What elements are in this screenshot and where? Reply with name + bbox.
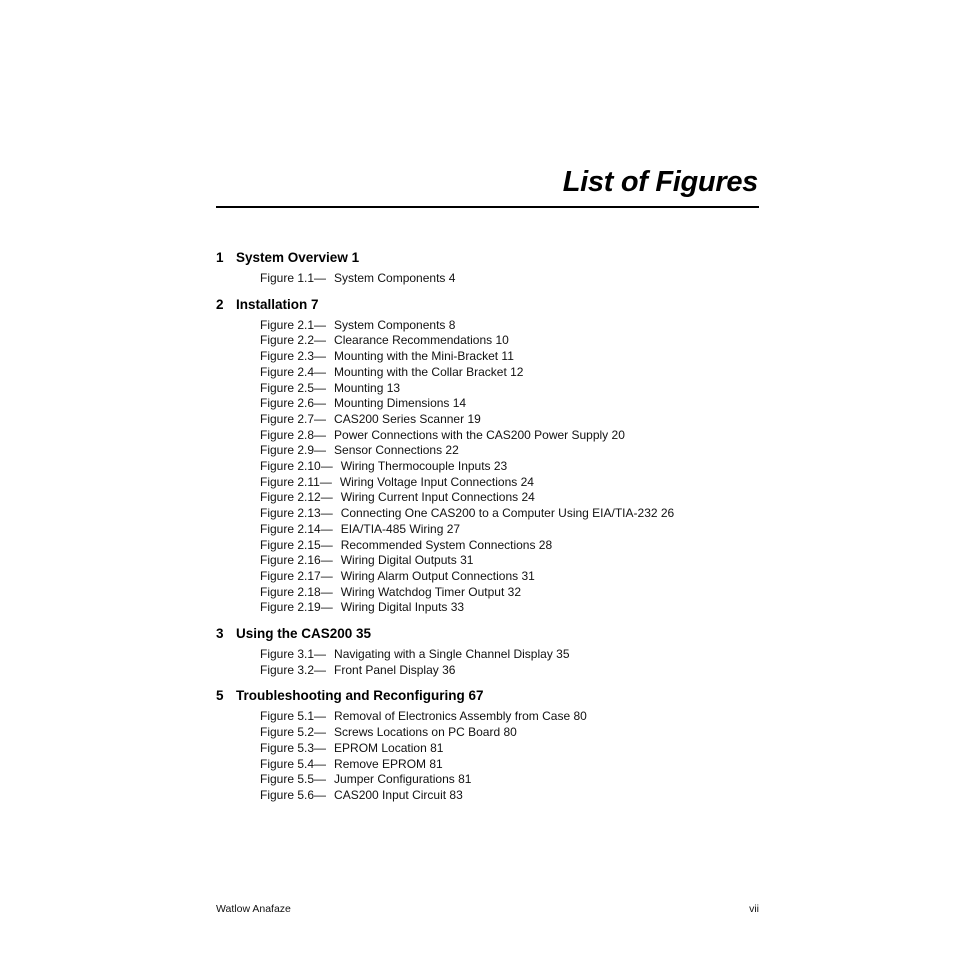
figure-caption: Wiring Voltage Input Connections 24 — [339, 474, 534, 489]
figure-caption: Recommended System Connections 28 — [340, 537, 553, 552]
toc-section — [216, 296, 759, 616]
figure-label: Figure 2.3— — [260, 349, 327, 364]
figure-label: Figure 2.18— — [260, 584, 333, 599]
figure-caption: Mounting Dimensions 14 — [334, 396, 467, 411]
figure-caption: Mounting with the Mini-Bracket 11 — [334, 349, 514, 364]
figure-entry[interactable] — [260, 709, 759, 725]
figure-entry[interactable] — [260, 506, 759, 522]
figure-caption: Mounting with the Collar Bracket 12 — [334, 364, 524, 379]
figure-caption: Wiring Digital Inputs 33 — [340, 600, 465, 615]
figure-label: Figure 2.17— — [260, 568, 333, 583]
figure-caption: Clearance Recommendations 10 — [334, 333, 509, 348]
figure-entry[interactable] — [260, 271, 759, 287]
figure-caption: System Components 4 — [334, 271, 456, 285]
figure-label: Figure 2.12— — [260, 490, 333, 505]
figure-caption: Front Panel Display 36 — [334, 662, 456, 677]
figure-caption: System Components 8 — [334, 317, 456, 332]
figure-entry[interactable] — [260, 741, 759, 757]
section-number: 5 — [216, 688, 224, 704]
figure-caption: Wiring Thermocouple Inputs 23 — [340, 459, 508, 474]
figure-label: Figure 2.9— — [260, 443, 327, 458]
figure-label: Figure 5.2— — [260, 725, 327, 740]
figure-label: Figure 3.2— — [260, 662, 327, 677]
figure-entry[interactable] — [260, 569, 759, 585]
section-heading[interactable] — [216, 249, 759, 267]
figure-caption: Navigating with a Single Channel Display 35 — [334, 647, 570, 662]
figure-label: Figure 2.10— — [260, 459, 333, 474]
figure-entry[interactable] — [260, 772, 759, 788]
figure-label: Figure 2.19— — [260, 600, 333, 615]
figure-list-toc — [216, 249, 759, 813]
figure-label: Figure 5.3— — [260, 740, 327, 755]
figure-label: Figure 5.4— — [260, 756, 327, 771]
footer-publisher: Watlow Anafaze — [216, 903, 291, 915]
figure-label: Figure 3.1— — [260, 647, 327, 662]
section-number: 2 — [216, 296, 224, 312]
figure-entry[interactable] — [260, 475, 759, 491]
section-title: System Overview 1 — [236, 250, 360, 265]
figure-caption: Jumper Configurations 81 — [334, 772, 472, 787]
figure-entry[interactable] — [260, 663, 759, 679]
figure-label: Figure 2.11— — [260, 474, 332, 489]
figure-label: Figure 1.1— — [260, 271, 327, 285]
figure-entry[interactable] — [260, 538, 759, 554]
figure-entry[interactable] — [260, 396, 759, 412]
figure-entry[interactable] — [260, 428, 759, 444]
figure-label: Figure 2.1— — [260, 317, 327, 332]
page-title: List of Figures — [562, 166, 758, 198]
figure-caption: EPROM Location 81 — [334, 740, 444, 755]
figure-list — [216, 271, 759, 287]
figure-label: Figure 2.7— — [260, 411, 327, 426]
figure-entry[interactable] — [260, 333, 759, 349]
figure-entry[interactable] — [260, 318, 759, 334]
figure-label: Figure 5.6— — [260, 787, 327, 802]
figure-label: Figure 2.16— — [260, 553, 333, 568]
figure-caption: Connecting One CAS200 to a Computer Using EIA/TIA-232 26 — [340, 506, 675, 521]
figure-entry[interactable] — [260, 443, 759, 459]
figure-label: Figure 2.6— — [260, 396, 327, 411]
figure-entry[interactable] — [260, 788, 759, 804]
figure-entry[interactable] — [260, 585, 759, 601]
section-heading[interactable] — [216, 625, 759, 643]
figure-label: Figure 2.14— — [260, 521, 333, 536]
figure-label: Figure 5.5— — [260, 772, 327, 787]
figure-caption: Mounting 13 — [334, 380, 401, 395]
figure-caption: Wiring Alarm Output Connections 31 — [340, 568, 535, 583]
figure-caption: Screws Locations on PC Board 80 — [334, 725, 517, 740]
figure-label: Figure 2.2— — [260, 333, 327, 348]
section-number: 3 — [216, 626, 224, 642]
figure-list — [216, 709, 759, 803]
section-heading[interactable] — [216, 296, 759, 314]
toc-section — [216, 249, 759, 287]
figure-entry[interactable] — [260, 757, 759, 773]
figure-caption: Remove EPROM 81 — [334, 756, 443, 771]
figure-label: Figure 2.15— — [260, 537, 333, 552]
figure-entry[interactable] — [260, 490, 759, 506]
section-title: Using the CAS200 35 — [236, 626, 372, 642]
figure-entry[interactable] — [260, 381, 759, 397]
figure-entry[interactable] — [260, 522, 759, 538]
figure-caption: Wiring Digital Outputs 31 — [340, 553, 474, 568]
figure-caption: Sensor Connections 22 — [334, 443, 459, 458]
figure-label: Figure 2.5— — [260, 380, 327, 395]
figure-entry[interactable] — [260, 349, 759, 365]
figure-label: Figure 2.4— — [260, 364, 327, 379]
figure-entry[interactable] — [260, 365, 759, 381]
figure-entry[interactable] — [260, 412, 759, 428]
toc-section — [216, 625, 759, 678]
figure-caption: Wiring Current Input Connections 24 — [340, 490, 535, 505]
figure-entry[interactable] — [260, 725, 759, 741]
figure-list — [216, 647, 759, 678]
figure-caption: Wiring Watchdog Timer Output 32 — [340, 584, 521, 599]
section-title: Troubleshooting and Reconfiguring 67 — [236, 688, 484, 704]
figure-caption: Power Connections with the CAS200 Power Supply 20 — [334, 427, 625, 442]
figure-entry[interactable] — [260, 459, 759, 475]
figure-label: Figure 2.8— — [260, 427, 327, 442]
section-title: Installation 7 — [236, 296, 319, 312]
figure-label: Figure 2.13— — [260, 506, 333, 521]
title-divider — [216, 206, 759, 208]
figure-caption: Removal of Electronics Assembly from Case 80 — [334, 709, 587, 724]
figure-entry[interactable] — [260, 647, 759, 663]
section-number: 1 — [216, 250, 224, 265]
figure-list — [216, 318, 759, 616]
toc-section — [216, 687, 759, 803]
figure-entry[interactable] — [260, 600, 759, 616]
figure-entry[interactable] — [260, 553, 759, 569]
figure-label: Figure 5.1— — [260, 709, 327, 724]
figure-caption: EIA/TIA-485 Wiring 27 — [340, 521, 461, 536]
figure-caption: CAS200 Input Circuit 83 — [334, 787, 463, 802]
section-heading[interactable] — [216, 687, 759, 705]
footer-page-number: vii — [749, 903, 759, 915]
figure-caption: CAS200 Series Scanner 19 — [334, 411, 481, 426]
